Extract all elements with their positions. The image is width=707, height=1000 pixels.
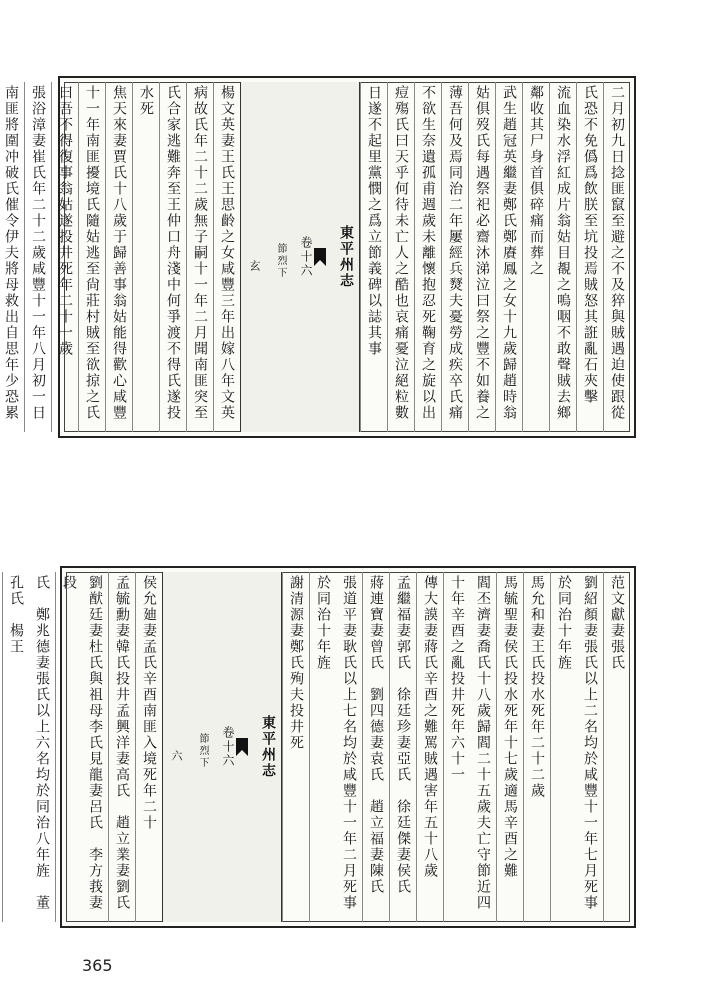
text-column: 鄰收其尸身首俱碎痛而葬之: [522, 82, 549, 432]
text-column: 氏 鄭兆德妻張氏以上六名均於同治八年旌 董孔氏 楊王: [2, 572, 55, 922]
text-column: 氏合家逃難奔至王仲口舟淺中何爭渡不得氏遂投: [159, 82, 186, 432]
fish-tail-mark-icon: [319, 248, 333, 266]
gutter-folio: 玄: [248, 259, 261, 273]
text-column: 謝清源妻鄭氏殉夫投井死: [282, 572, 309, 922]
text-column: 劉紹顏妻張氏以上二名均於咸豐十一年七月死事於同治十年旌: [550, 572, 603, 922]
text-column: 南匪將圍冲破氏催令伊夫將母救出自思年少恐累: [0, 82, 24, 432]
text-column: 劉猷廷妻杜氏與祖母李氏見龍妻呂氏 李方莪妻段: [55, 572, 108, 922]
text-column: 馬毓聖妻侯氏投水死年十七歲適馬辛酉之難: [496, 572, 523, 922]
text-column: 氏恐不免僞爲飲朕至坑投焉賊怒其誑亂石夾擊: [576, 82, 603, 432]
text-column: 楊文英妻王氏王思齡之女咸豐三年出嫁八年文英: [213, 82, 240, 432]
bottom-page: [8, 566, 636, 928]
text-column: 傳大謨妻蔣氏辛酉之難罵賊遇害年五十八歲: [416, 572, 443, 922]
text-column: 不欲生奈遺孤甫週歲未離懷抱忍死鞠育之旋以出: [414, 82, 441, 432]
text-column: 范文獻妻張氏: [603, 572, 630, 922]
text-column: 痘殤氏曰天乎何待未亡人之酷也哀痛憂泣絕粒數: [387, 82, 414, 432]
text-column: 薄吾何及焉同治二年屢經兵燹夫憂勞成疾卒氏痛: [441, 82, 468, 432]
text-column: 水死: [132, 82, 159, 432]
gutter-title: 東平州志: [338, 225, 354, 289]
gutter-section: 節烈下: [197, 733, 208, 769]
gutter-title: 東平州志: [260, 715, 276, 779]
text-column: 病故氏年二十二歲無子嗣十一年二月聞南匪突至: [186, 82, 213, 432]
text-column: 姑俱歿氏每遇祭祀必齋沐涕泣曰祭之豐不如養之: [468, 82, 495, 432]
gutter-volume: 卷十六: [221, 726, 235, 768]
gutter-section: 節烈下: [275, 243, 286, 279]
top-page: [3, 76, 636, 438]
text-column: 孟毓勳妻韓氏投井孟興洋妻高氏 趙立業妻劉氏: [108, 572, 135, 922]
text-column: 蔣連寶妻曾氏 劉四德妻袁氏 趙立福妻陳氏: [362, 572, 389, 922]
book-gutter: [162, 572, 282, 922]
text-column: 武生趙冠英繼妻鄭氏鄭賡鳳之女十九歲歸趙時翁: [495, 82, 522, 432]
text-column: 閻丕濟妻喬氏十八歲歸閻二十五歲夫亡守節近四十年辛酉之亂投井死年六十一: [443, 572, 496, 922]
gutter-folio: 六: [170, 749, 183, 763]
page-number: 365: [82, 956, 113, 975]
text-column: 流血染水浮紅成片翁姑目覩之嗚咽不敢聲賊去鄉: [549, 82, 576, 432]
fish-tail-mark-icon: [241, 738, 255, 756]
gutter-volume: 卷十六: [299, 236, 313, 278]
text-column: 二月初九日捻匪竄至避之不及猝與賊遇迫使跟從: [603, 82, 630, 432]
book-gutter: [240, 82, 360, 432]
text-column: 孟繼福妻郭氏 徐廷珍妻亞氏 徐廷傑妻侯氏: [389, 572, 416, 922]
text-column: 馬允和妻王氏投水死年二十二歲: [523, 572, 550, 922]
text-column: 日遂不起里黨憫之爲立節義碑以誌其事: [360, 82, 387, 432]
text-column: 侯允廸妻孟氏辛酉南匪入境死年二十: [135, 572, 162, 922]
text-column: 十一年南匪擾境氏隨姑逃至尙莊村賊至欲掠之氏: [78, 82, 105, 432]
bottom-page-columns: [8, 572, 630, 922]
text-column: 曰吾不得復事翁姑遂投井死年二十一歲: [51, 82, 78, 432]
text-column: 張浴漳妻崔氏年二十二歲咸豐十一年八月初一日: [24, 82, 51, 432]
text-column: 焦天來妻賈氏十八歲于歸善事翁姑能得歡心咸豐: [105, 82, 132, 432]
text-column: 張道平妻耿氏以上七名均於咸豐十一年二月死事於同治十年旌: [309, 572, 362, 922]
top-page-columns: [3, 82, 630, 432]
